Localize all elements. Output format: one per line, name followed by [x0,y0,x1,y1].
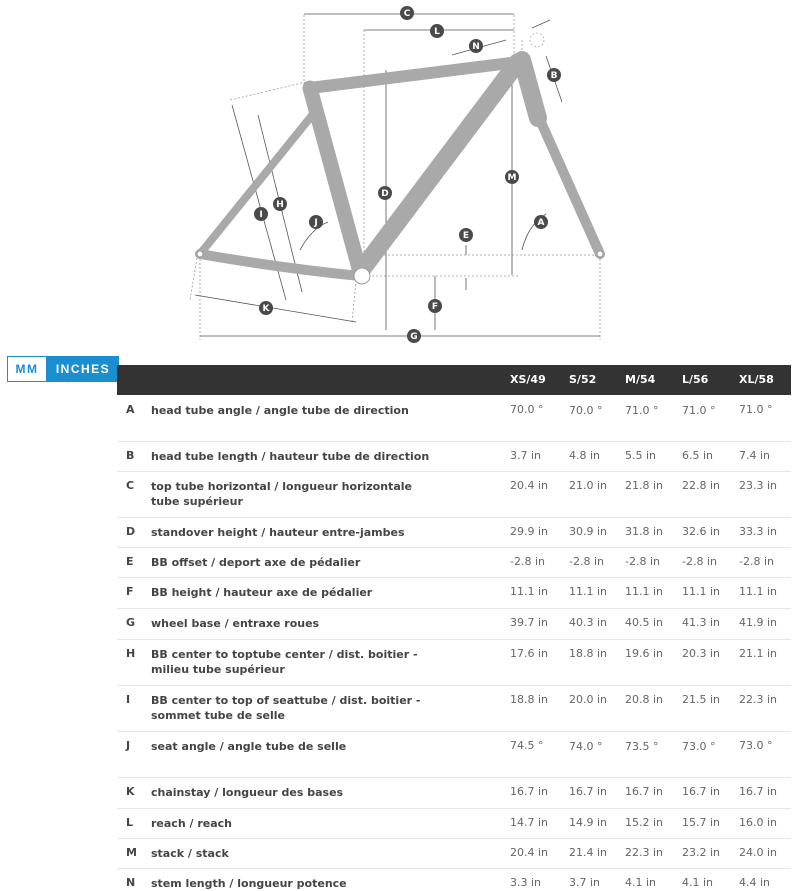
row-value: 20.0 in [569,693,608,706]
size-header: L/56 [682,373,709,386]
table-row [117,808,791,839]
svg-text:M: M [507,173,517,184]
row-value: 6.5 in [682,449,714,462]
table-row [117,868,791,890]
row-value: 11.1 in [739,585,778,598]
row-key: H [126,647,136,660]
row-value: 4.4 in [739,876,771,889]
svg-text:C: C [403,9,411,20]
size-header: XS/49 [510,373,546,386]
table-row [117,395,791,442]
svg-text:N: N [472,42,480,53]
row-label: head tube length / hauteur tube de direction [151,450,430,463]
dimension-badge-n [469,39,483,53]
table-row [117,577,791,609]
row-value: 21.5 in [682,693,721,706]
row-value: 4.1 in [682,876,714,889]
row-value: 39.7 in [510,616,549,629]
unit-mm-button[interactable]: MM [7,356,47,382]
size-header: XL/58 [739,373,774,386]
row-value: 74.0 ° [569,740,603,753]
row-value: 3.3 in [510,876,542,889]
row-value: -2.8 in [682,555,717,568]
row-key: M [126,846,137,859]
bike-frame [200,60,600,276]
row-key: G [126,616,136,629]
row-label: BB center to toptube center / dist. boitier - milieu tube supérieur [151,648,418,676]
row-value: 16.7 in [510,785,549,798]
row-value: 11.1 in [682,585,721,598]
row-value: 71.0 ° [625,404,659,417]
row-value: 32.6 in [682,525,721,538]
row-label: stack / stack [151,847,229,860]
table-row [117,639,791,686]
row-value: 18.8 in [510,693,549,706]
row-value: 7.4 in [739,449,771,462]
svg-text:F: F [431,302,439,313]
row-label: seat angle / angle tube de selle [151,740,347,753]
row-value: -2.8 in [510,555,545,568]
row-label: chainstay / longueur des bases [151,786,344,799]
row-value: 22.3 in [739,693,778,706]
row-key: D [126,525,136,538]
row-value: 24.0 in [739,846,778,859]
row-label: BB height / hauteur axe de pédalier [151,586,373,599]
row-value: 11.1 in [625,585,664,598]
row-key: E [126,555,134,568]
dimension-badge-b [547,68,561,82]
unit-inches-button[interactable]: INCHES [47,356,119,382]
row-value: 40.5 in [625,616,664,629]
dimension-arrows [195,14,600,336]
row-value: 15.2 in [625,816,664,829]
table-row [117,547,791,578]
row-value: -2.8 in [739,555,774,568]
row-value: 71.0 ° [682,404,716,417]
row-value: 30.9 in [569,525,608,538]
row-value: 21.0 in [569,479,608,492]
dimension-lines [190,15,600,343]
row-value: 41.9 in [739,616,778,629]
svg-text:L: L [434,27,440,38]
row-key: K [126,785,135,798]
row-value: 21.8 in [625,479,664,492]
row-value: 11.1 in [569,585,608,598]
row-value: 22.8 in [682,479,721,492]
row-label: head tube angle / angle tube de direction [151,404,409,417]
row-value: 3.7 in [510,449,542,462]
table-row [117,608,791,640]
svg-text:J: J [314,218,318,229]
row-value: 17.6 in [510,647,549,660]
svg-text:E: E [462,231,470,242]
svg-text:H: H [276,200,284,211]
row-value: 22.3 in [625,846,664,859]
row-value: 21.4 in [569,846,608,859]
size-header: M/54 [625,373,656,386]
dimension-badge-j [309,215,323,229]
dimension-badge-c [400,6,414,20]
row-key: J [126,739,131,752]
table-row [117,471,791,518]
row-value: 4.1 in [625,876,657,889]
row-value: 23.3 in [739,479,778,492]
frame-geometry-diagram [0,0,800,350]
row-label: BB offset / deport axe de pédalier [151,556,361,569]
svg-text:G: G [410,332,418,343]
dimension-badge-m [505,170,519,184]
row-value: 20.4 in [510,479,549,492]
geometry-table-header [117,365,791,395]
row-value: 16.7 in [739,785,778,798]
row-value: 14.9 in [569,816,608,829]
row-value: 40.3 in [569,616,608,629]
svg-text:D: D [381,189,389,200]
svg-text:K: K [262,304,270,315]
row-value: 31.8 in [625,525,664,538]
row-value: 73.0 ° [739,739,773,752]
row-label: reach / reach [151,817,232,830]
row-value: 19.6 in [625,647,664,660]
row-label: stem length / longueur potence [151,877,347,890]
row-value: 16.7 in [682,785,721,798]
row-value: 4.8 in [569,449,601,462]
row-value: 14.7 in [510,816,549,829]
row-value: 20.3 in [682,647,721,660]
row-value: 3.7 in [569,876,601,889]
row-value: 21.1 in [739,647,778,660]
row-key: F [126,585,134,598]
row-value: 16.0 in [739,816,778,829]
size-header: S/52 [569,373,597,386]
dimension-badge-a [534,215,548,229]
svg-text:I: I [259,210,263,221]
row-value: 33.3 in [739,525,778,538]
row-key: L [126,816,134,829]
row-value: 74.5 ° [510,739,544,752]
row-value: 29.9 in [510,525,549,538]
row-value: 20.4 in [510,846,549,859]
table-row [117,777,791,809]
row-value: 23.2 in [682,846,721,859]
row-value: 5.5 in [625,449,657,462]
row-value: 71.0 ° [739,403,773,416]
table-row [117,838,791,869]
table-row [117,685,791,732]
row-label: standover height / hauteur entre-jambes [151,526,405,539]
table-row [117,517,791,548]
row-value: 73.5 ° [625,740,659,753]
dimension-badge-h [273,197,287,211]
dimension-badge-e [459,228,473,242]
row-value: 70.0 ° [569,404,603,417]
row-key: A [126,403,135,416]
row-value: 16.7 in [625,785,664,798]
dimension-badge-f [428,299,442,313]
row-key: N [126,876,136,889]
row-value: -2.8 in [569,555,604,568]
row-value: 18.8 in [569,647,608,660]
row-value: 70.0 ° [510,403,544,416]
dimension-badge-k [259,301,273,315]
svg-text:B: B [550,71,558,82]
table-row [117,731,791,778]
row-value: 41.3 in [682,616,721,629]
row-value: 20.8 in [625,693,664,706]
row-key: C [126,479,135,492]
row-key: B [126,449,135,462]
svg-text:A: A [537,218,545,229]
unit-toggle [7,356,119,382]
table-row [117,441,791,472]
row-value: -2.8 in [625,555,660,568]
row-key: I [126,693,131,706]
dimension-badge-l [430,24,444,38]
row-label: BB center to top of seattube / dist. boitier - sommet tube de selle [151,694,421,722]
row-value: 16.7 in [569,785,608,798]
row-value: 15.7 in [682,816,721,829]
dimension-badge-g [407,329,421,343]
row-label: top tube horizontal / longueur horizontale tube supérieur [151,480,412,508]
row-label: wheel base / entraxe roues [151,617,320,630]
dimension-badge-d [378,186,392,200]
row-value: 11.1 in [510,585,549,598]
dimension-badge-i [254,207,268,221]
row-value: 73.0 ° [682,740,716,753]
